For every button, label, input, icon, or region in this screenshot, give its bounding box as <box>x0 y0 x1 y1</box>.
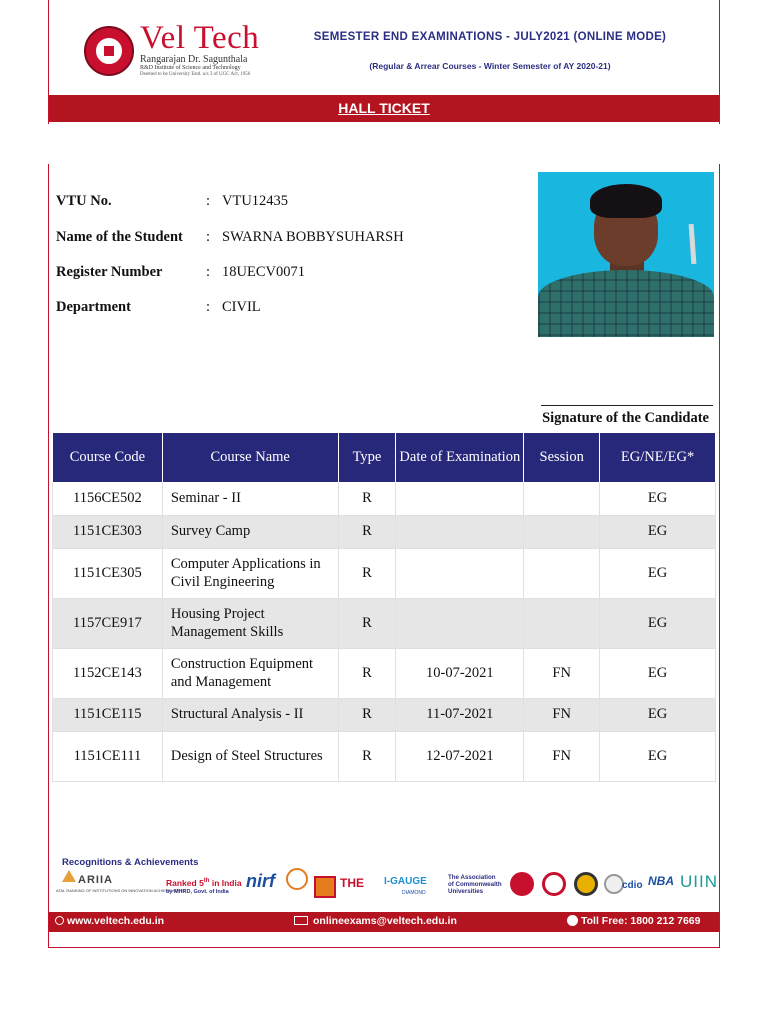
india-map-icon <box>510 872 534 896</box>
cell-code: 1151CE115 <box>53 699 163 732</box>
igauge-logo: I-GAUGE <box>384 876 427 887</box>
cell-session <box>524 549 600 599</box>
header-course-code: Course Code <box>53 433 163 483</box>
table-row <box>53 483 716 516</box>
signature-label: Signature of the Candidate <box>542 410 709 426</box>
table-header-row <box>53 433 716 483</box>
header-date: Date of Examination <box>396 433 524 483</box>
university-logo <box>84 20 274 82</box>
table-row <box>53 516 716 549</box>
frame-gap-left <box>46 124 51 164</box>
uiin-logo: UIIN <box>680 872 718 891</box>
rank-post: in India <box>209 878 242 888</box>
cell-eg: EG <box>600 483 716 516</box>
ranking-text <box>166 878 242 888</box>
brand-name: Vel Tech <box>140 20 260 56</box>
cell-date <box>396 599 524 649</box>
cell-type: R <box>338 516 396 549</box>
cell-type: R <box>338 649 396 699</box>
cell-eg: EG <box>600 649 716 699</box>
header-course-name: Course Name <box>162 433 338 483</box>
cell-code: 1156CE502 <box>53 483 163 516</box>
exam-subtitle: (Regular & Arrear Courses - Winter Semester of AY 2020-21) <box>369 61 611 71</box>
info-label: Register Number <box>56 264 163 280</box>
table-row <box>53 649 716 699</box>
university-seal-icon <box>84 26 134 76</box>
cell-date <box>396 549 524 599</box>
cell-code: 1151CE111 <box>53 732 163 782</box>
info-value: 18UECV0071 <box>222 264 305 280</box>
acu-line-1: The Association <box>448 874 496 881</box>
rank-pre: Ranked 5 <box>166 878 204 888</box>
cell-session <box>524 599 600 649</box>
the-logo: THE <box>340 876 364 890</box>
cell-type: R <box>338 699 396 732</box>
cell-date <box>396 483 524 516</box>
cell-eg: EG <box>600 699 716 732</box>
phone-icon <box>567 915 578 926</box>
cell-code: 1151CE303 <box>53 516 163 549</box>
info-colon: : <box>206 229 211 245</box>
cell-type: R <box>338 732 396 782</box>
hall-ticket-title: HALL TICKET <box>338 100 430 116</box>
recognitions-logos <box>56 866 716 906</box>
footer-tollfree[interactable] <box>567 915 700 927</box>
cell-name: Design of Steel Structures <box>162 732 338 782</box>
emblem-icon <box>286 868 308 890</box>
info-colon: : <box>206 193 211 209</box>
footer-website[interactable] <box>55 915 164 927</box>
info-value: SWARNA BOBBYSUHARSH <box>222 229 404 245</box>
cell-date: 10-07-2021 <box>396 649 524 699</box>
cdio-logo: cdio <box>622 880 643 891</box>
cell-name: Structural Analysis - II <box>162 699 338 732</box>
info-colon: : <box>206 264 211 280</box>
info-label: VTU No. <box>56 193 112 209</box>
hall-ticket-banner <box>49 95 719 122</box>
ariia-subtitle: ATAL RANKING OF INSTITUTIONS ON INNOVATION ACHIEVEMENTS <box>56 888 186 893</box>
acu-line-2: of Commonwealth <box>448 881 502 888</box>
info-label: Department <box>56 299 131 315</box>
globe-icon <box>55 916 64 925</box>
footer-tollfree-text: Toll Free: 1800 212 7669 <box>581 915 701 927</box>
cell-eg: EG <box>600 599 716 649</box>
cell-eg: EG <box>600 549 716 599</box>
student-photo <box>538 172 714 337</box>
cell-session <box>524 516 600 549</box>
igauge-subtitle: DIAMOND <box>402 890 426 896</box>
rank-sup: th <box>203 878 210 885</box>
mail-icon <box>294 916 308 925</box>
ranking-by: by MHRD, Govt. of India <box>166 889 229 895</box>
cell-name: Seminar - II <box>162 483 338 516</box>
cell-type: R <box>338 599 396 649</box>
gold-seal-icon <box>574 872 598 896</box>
award-seal-icon <box>542 872 566 896</box>
cell-name: Survey Camp <box>162 516 338 549</box>
table-row <box>53 699 716 732</box>
cell-session: FN <box>524 699 600 732</box>
brand-line-1: Rangarajan Dr. Sagunthala <box>140 54 248 65</box>
info-value: CIVIL <box>222 299 261 315</box>
brand-line-2: R&D Institute of Science and Technology <box>140 65 241 71</box>
header-type: Type <box>338 433 396 483</box>
cell-name: Computer Applications in Civil Engineering <box>162 549 338 599</box>
ariia-logo: ARIIA <box>78 874 113 886</box>
cell-eg: EG <box>600 732 716 782</box>
cell-session: FN <box>524 732 600 782</box>
cell-code: 1157CE917 <box>53 599 163 649</box>
cdio-badge-icon <box>604 874 624 894</box>
cell-name: Construction Equipment and Management <box>162 649 338 699</box>
table-row <box>53 549 716 599</box>
acu-logo <box>448 874 502 895</box>
signature-line <box>541 405 713 406</box>
cell-date: 11-07-2021 <box>396 699 524 732</box>
cell-eg: EG <box>600 516 716 549</box>
cell-code: 1151CE305 <box>53 549 163 599</box>
acu-line-3: Universities <box>448 888 484 895</box>
info-value: VTU12435 <box>222 193 289 209</box>
info-colon: : <box>206 299 211 315</box>
footer-website-text: www.veltech.edu.in <box>67 915 165 927</box>
cell-code: 1152CE143 <box>53 649 163 699</box>
cell-type: R <box>338 549 396 599</box>
header-eg: EG/NE/EG* <box>600 433 716 483</box>
header-session: Session <box>524 433 600 483</box>
badge-icon <box>314 876 336 898</box>
footer-email-text: onlineexams@veltech.edu.in <box>313 915 457 927</box>
course-table <box>52 432 716 782</box>
info-label: Name of the Student <box>56 229 183 245</box>
ariia-icon <box>62 870 76 882</box>
frame-gap-right <box>717 124 722 164</box>
cell-date: 12-07-2021 <box>396 732 524 782</box>
cell-type: R <box>338 483 396 516</box>
nirf-logo: nirf <box>246 871 275 891</box>
table-row <box>53 732 716 782</box>
cell-session <box>524 483 600 516</box>
cell-name: Housing Project Management Skills <box>162 599 338 649</box>
recognitions-title: Recognitions & Achievements <box>62 857 199 868</box>
brand-line-3: Deemed to be University Estd. u/s 3 of UGC Act, 1956 <box>140 72 251 77</box>
exam-title: SEMESTER END EXAMINATIONS - JULY2021 (ONLINE MODE) <box>313 31 667 43</box>
cell-date <box>396 516 524 549</box>
table-row <box>53 599 716 649</box>
nba-logo: NBA <box>648 874 674 888</box>
footer-bar <box>49 912 719 932</box>
footer-email[interactable] <box>294 915 457 927</box>
cell-session: FN <box>524 649 600 699</box>
